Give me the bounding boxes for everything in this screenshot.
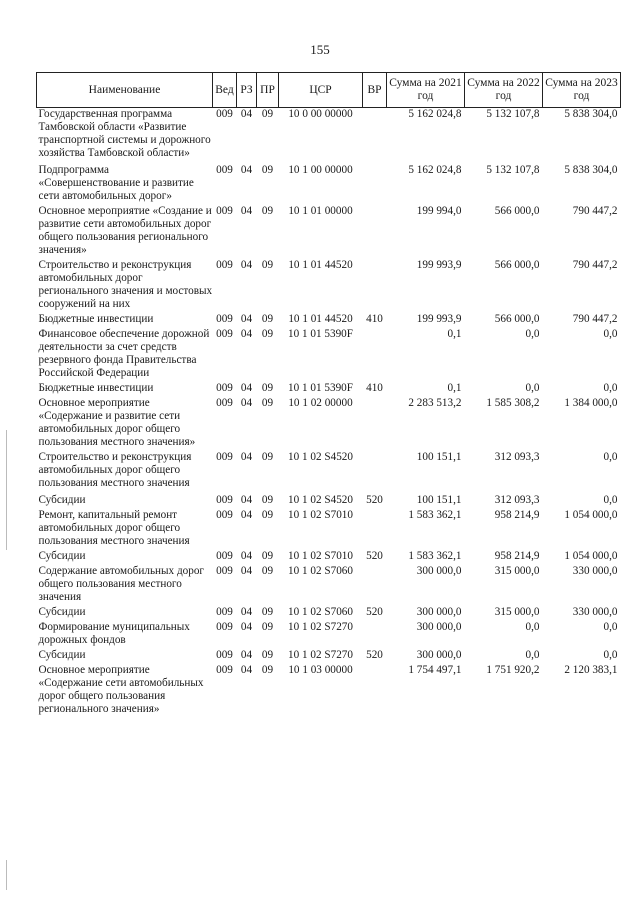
row-pr: 09 xyxy=(261,259,274,271)
row-sum-2023: 1 054 000,0 xyxy=(564,550,618,562)
row-pr: 09 xyxy=(261,451,274,463)
row-pr: 09 xyxy=(261,649,274,661)
row-sum-2021: 300 000,0 xyxy=(416,649,462,661)
row-rz: 04 xyxy=(240,108,253,120)
table-row xyxy=(37,205,621,259)
row-pr: 09 xyxy=(261,664,274,676)
header-vr: ВР xyxy=(363,73,387,108)
row-rz: 04 xyxy=(240,649,253,661)
row-name: Субсидии xyxy=(38,649,86,661)
row-rz: 04 xyxy=(240,621,253,633)
row-rz: 04 xyxy=(240,606,253,618)
table-row xyxy=(37,259,621,313)
row-pr: 09 xyxy=(261,382,274,394)
row-csr: 10 1 00 00000 xyxy=(288,164,353,176)
row-sum-2022: 0,0 xyxy=(525,621,540,633)
row-sum-2022: 312 093,3 xyxy=(494,451,540,463)
header-pr: ПР xyxy=(257,73,279,108)
row-sum-2021: 5 162 024,8 xyxy=(408,164,462,176)
row-ved: 009 xyxy=(216,259,233,271)
row-name: Формирование муниципальных дорожных фондов xyxy=(38,621,190,646)
row-pr: 09 xyxy=(261,205,274,217)
row-csr: 10 1 01 44520 xyxy=(288,259,353,271)
row-vr xyxy=(363,451,387,494)
header-ved: Вед xyxy=(213,73,237,108)
row-ved: 009 xyxy=(216,397,233,409)
row-pr: 09 xyxy=(261,313,274,325)
row-sum-2023: 2 120 383,1 xyxy=(564,664,618,676)
row-sum-2021: 300 000,0 xyxy=(416,606,462,618)
row-ved: 009 xyxy=(216,328,233,340)
row-vr xyxy=(363,164,387,205)
row-csr: 10 1 02 S7060 xyxy=(288,565,353,577)
row-ved: 009 xyxy=(216,108,233,120)
row-sum-2022: 312 093,3 xyxy=(494,494,540,506)
row-pr: 09 xyxy=(261,565,274,577)
row-sum-2023: 0,0 xyxy=(603,382,618,394)
table-row xyxy=(37,313,621,328)
row-csr: 10 1 02 S7010 xyxy=(288,509,353,521)
row-name: Государственная программа Тамбовской области «Развитие транспортной системы и дорожного хозяйства Тамбовской области» xyxy=(38,108,211,159)
row-name: Основное мероприятие «Содержание и развитие сети автомобильных дорог общего пользования местного значения» xyxy=(38,397,196,448)
row-sum-2023: 330 000,0 xyxy=(572,565,618,577)
row-sum-2023: 0,0 xyxy=(603,621,618,633)
row-sum-2021: 300 000,0 xyxy=(416,565,462,577)
row-sum-2023: 1 384 000,0 xyxy=(564,397,618,409)
row-ved: 009 xyxy=(216,494,233,506)
row-sum-2023: 330 000,0 xyxy=(572,606,618,618)
row-ved: 009 xyxy=(216,205,233,217)
row-csr: 10 1 02 S4520 xyxy=(288,451,353,463)
page-number: 155 xyxy=(310,42,330,57)
row-name: Строительство и реконструкция автомобильных дорог общего пользования местного значения xyxy=(38,451,192,489)
row-sum-2022: 5 132 107,8 xyxy=(486,164,540,176)
row-name: Строительство и реконструкция автомобильных дорог регионального значения и мостовых сооружений на них xyxy=(38,259,213,310)
row-rz: 04 xyxy=(240,550,253,562)
row-vr xyxy=(363,259,387,313)
row-name: Бюджетные инвестиции xyxy=(38,313,154,325)
row-sum-2022: 958 214,9 xyxy=(494,509,540,521)
row-name: Субсидии xyxy=(38,550,86,562)
row-vr xyxy=(363,397,387,451)
row-sum-2023: 0,0 xyxy=(603,649,618,661)
table-row xyxy=(37,606,621,621)
row-sum-2023: 790 447,2 xyxy=(572,313,618,325)
row-vr: 520 xyxy=(366,494,383,506)
row-sum-2022: 315 000,0 xyxy=(494,565,540,577)
row-csr: 10 1 02 S4520 xyxy=(288,494,353,506)
table-row xyxy=(37,621,621,649)
table-row xyxy=(37,164,621,205)
row-name: Ремонт, капитальный ремонт автомобильных дорог общего пользования местного значения xyxy=(38,509,190,547)
row-ved: 009 xyxy=(216,451,233,463)
row-sum-2023: 5 838 304,0 xyxy=(564,108,618,120)
row-name: Субсидии xyxy=(38,494,86,506)
table-header-row xyxy=(37,73,621,108)
row-rz: 04 xyxy=(240,164,253,176)
row-pr: 09 xyxy=(261,494,274,506)
row-sum-2021: 199 994,0 xyxy=(416,205,462,217)
row-pr: 09 xyxy=(261,606,274,618)
header-sum-2022: Сумма на 2022 год xyxy=(465,73,543,108)
row-vr: 520 xyxy=(366,606,383,618)
row-csr: 10 1 02 S7270 xyxy=(288,621,353,633)
row-vr xyxy=(363,108,387,165)
row-csr: 10 1 01 5390F xyxy=(288,328,353,340)
table-row xyxy=(37,649,621,664)
row-csr: 10 1 02 S7010 xyxy=(288,550,353,562)
row-pr: 09 xyxy=(261,397,274,409)
row-vr: 520 xyxy=(366,550,383,562)
row-ved: 009 xyxy=(216,565,233,577)
table-row xyxy=(37,509,621,550)
row-vr xyxy=(363,328,387,382)
row-vr xyxy=(363,621,387,649)
row-sum-2021: 100 151,1 xyxy=(416,494,462,506)
table-row xyxy=(37,664,621,716)
row-sum-2022: 566 000,0 xyxy=(494,259,540,271)
scan-edge-mark xyxy=(6,430,7,550)
row-csr: 10 1 01 00000 xyxy=(288,205,353,217)
table-row xyxy=(37,382,621,397)
row-ved: 009 xyxy=(216,664,233,676)
row-ved: 009 xyxy=(216,606,233,618)
row-rz: 04 xyxy=(240,565,253,577)
row-pr: 09 xyxy=(261,509,274,521)
row-name: Финансовое обеспечение дорожной деятельности за счет средств резервного фонда Правительства Российской Федерации xyxy=(38,328,210,379)
row-sum-2021: 2 283 513,2 xyxy=(408,397,462,409)
row-sum-2022: 0,0 xyxy=(525,328,540,340)
table-row xyxy=(37,328,621,382)
row-csr: 10 1 01 44520 xyxy=(288,313,353,325)
table-row xyxy=(37,565,621,606)
row-vr xyxy=(363,509,387,550)
row-sum-2022: 566 000,0 xyxy=(494,205,540,217)
row-rz: 04 xyxy=(240,509,253,521)
row-sum-2022: 0,0 xyxy=(525,649,540,661)
row-rz: 04 xyxy=(240,451,253,463)
row-sum-2022: 5 132 107,8 xyxy=(486,108,540,120)
row-pr: 09 xyxy=(261,550,274,562)
row-csr: 10 1 02 S7270 xyxy=(288,649,353,661)
row-sum-2023: 0,0 xyxy=(603,328,618,340)
budget-table xyxy=(36,72,621,716)
row-sum-2021: 199 993,9 xyxy=(416,259,462,271)
table-row xyxy=(37,397,621,451)
header-name: Наименование xyxy=(37,73,213,108)
row-vr: 410 xyxy=(366,313,383,325)
row-sum-2023: 790 447,2 xyxy=(572,259,618,271)
table-row xyxy=(37,550,621,565)
row-ved: 009 xyxy=(216,649,233,661)
scan-edge-mark xyxy=(6,860,7,890)
row-pr: 09 xyxy=(261,328,274,340)
row-sum-2021: 100 151,1 xyxy=(416,451,462,463)
row-rz: 04 xyxy=(240,313,253,325)
row-sum-2022: 0,0 xyxy=(525,382,540,394)
row-ved: 009 xyxy=(216,164,233,176)
row-sum-2022: 958 214,9 xyxy=(494,550,540,562)
row-sum-2022: 566 000,0 xyxy=(494,313,540,325)
row-name: Субсидии xyxy=(38,606,86,618)
row-sum-2023: 1 054 000,0 xyxy=(564,509,618,521)
row-sum-2021: 1 754 497,1 xyxy=(408,664,462,676)
row-sum-2022: 1 751 920,2 xyxy=(486,664,540,676)
row-ved: 009 xyxy=(216,509,233,521)
row-csr: 10 1 02 S7060 xyxy=(288,606,353,618)
row-ved: 009 xyxy=(216,313,233,325)
row-vr: 520 xyxy=(366,649,383,661)
row-name: Содержание автомобильных дорог общего пользования местного значения xyxy=(38,565,205,603)
header-rz: РЗ xyxy=(237,73,257,108)
row-name: Основное мероприятие «Содержание сети автомобильных дорог общего пользования регионального значения» xyxy=(38,664,204,715)
row-sum-2023: 0,0 xyxy=(603,494,618,506)
row-rz: 04 xyxy=(240,494,253,506)
table-row xyxy=(37,108,621,165)
header-sum-2023: Сумма на 2023 год xyxy=(543,73,621,108)
row-sum-2021: 300 000,0 xyxy=(416,621,462,633)
row-sum-2021: 199 993,9 xyxy=(416,313,462,325)
row-rz: 04 xyxy=(240,397,253,409)
header-csr: ЦСР xyxy=(279,73,363,108)
row-vr xyxy=(363,205,387,259)
row-sum-2022: 315 000,0 xyxy=(494,606,540,618)
row-csr: 10 1 01 5390F xyxy=(288,382,353,394)
row-rz: 04 xyxy=(240,382,253,394)
row-rz: 04 xyxy=(240,259,253,271)
row-sum-2021: 5 162 024,8 xyxy=(408,108,462,120)
row-csr: 10 1 03 00000 xyxy=(288,664,353,676)
row-sum-2022: 1 585 308,2 xyxy=(486,397,540,409)
row-rz: 04 xyxy=(240,328,253,340)
row-vr xyxy=(363,664,387,716)
header-sum-2021: Сумма на 2021 год xyxy=(387,73,465,108)
row-rz: 04 xyxy=(240,205,253,217)
row-pr: 09 xyxy=(261,164,274,176)
row-csr: 10 1 02 00000 xyxy=(288,397,353,409)
table-row xyxy=(37,494,621,509)
row-pr: 09 xyxy=(261,621,274,633)
row-csr: 10 0 00 00000 xyxy=(288,108,353,120)
row-sum-2023: 790 447,2 xyxy=(572,205,618,217)
row-sum-2021: 1 583 362,1 xyxy=(408,509,462,521)
row-rz: 04 xyxy=(240,664,253,676)
row-sum-2021: 0,1 xyxy=(447,328,462,340)
row-pr: 09 xyxy=(261,108,274,120)
row-ved: 009 xyxy=(216,550,233,562)
row-sum-2021: 1 583 362,1 xyxy=(408,550,462,562)
row-vr: 410 xyxy=(366,382,383,394)
row-vr xyxy=(363,565,387,606)
row-ved: 009 xyxy=(216,382,233,394)
row-name: Подпрограмма «Совершенствование и развитие сети автомобильных дорог» xyxy=(38,164,194,202)
row-ved: 009 xyxy=(216,621,233,633)
row-sum-2021: 0,1 xyxy=(447,382,462,394)
row-name: Основное мероприятие «Создание и развитие сети автомобильных дорог общего пользования регионального значения» xyxy=(38,205,212,256)
row-sum-2023: 0,0 xyxy=(603,451,618,463)
row-sum-2023: 5 838 304,0 xyxy=(564,164,618,176)
row-name: Бюджетные инвестиции xyxy=(38,382,154,394)
table-row xyxy=(37,451,621,494)
